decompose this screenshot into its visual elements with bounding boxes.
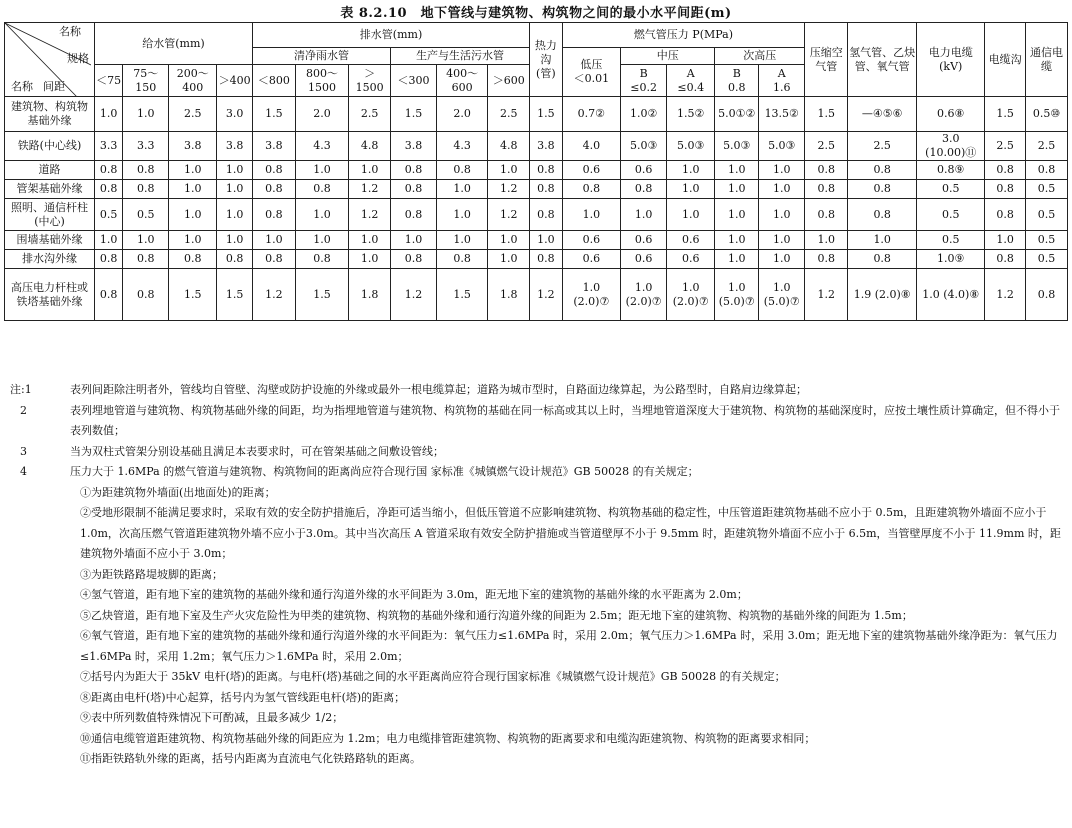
table-cell: 1.0	[715, 199, 759, 231]
table-cell: 1.0	[123, 231, 169, 250]
header-gas-b2	[715, 65, 759, 97]
table-cell: 0.8	[391, 199, 437, 231]
table-row	[5, 180, 1068, 199]
table-cell: 0.5	[94, 199, 122, 231]
table-cell: 4.0	[562, 132, 621, 161]
table-cell: 1.0 (2.0)⑦	[621, 269, 667, 321]
header-gas-a1	[667, 65, 715, 97]
row-label: 建筑物、构筑物基础外缘	[5, 97, 95, 132]
table-cell: 1.0	[488, 161, 530, 180]
gas-low-value: ＜0.01	[573, 72, 610, 85]
table-cell: 0.8	[391, 250, 437, 269]
gas-b2-value: 0.8	[728, 80, 746, 94]
table-cell: 0.8	[848, 161, 917, 180]
header-r1: ＜800	[252, 65, 295, 97]
table-cell: 0.8	[530, 161, 562, 180]
table-row	[5, 250, 1068, 269]
header-gas-high: 次高压	[715, 48, 805, 65]
table-cell: 0.8	[252, 250, 295, 269]
subnote-line: ④氢气管道，距有地下室的建筑物的基础外缘和通行沟道外缘的水平间距为 3.0m，距无地下室的建筑物的基础外缘的水平距离为 2.0m；	[80, 588, 748, 601]
table-cell: 0.6	[562, 161, 621, 180]
gas-low-label: 低压	[580, 58, 603, 71]
table-cell: 1.0	[715, 180, 759, 199]
header-gas-a2	[759, 65, 805, 97]
subnote-line: ①为距建筑物外墙面(出地面处)的距离；	[80, 485, 276, 499]
table-cell: 0.6	[667, 231, 715, 250]
table-cell: 0.8	[123, 269, 169, 321]
table-row	[5, 132, 1068, 161]
gas-a1-value: ≤0.4	[677, 80, 705, 94]
table-cell: 0.5	[1026, 250, 1068, 269]
note-text: 压力大于 1.6MPa 的燃气管道与建筑物、构筑物间的距离尚应符合现行国 家标准《城镇燃气设计规范》GB 50028 的有关规定；	[70, 465, 699, 478]
table-cell: 5.0①②	[715, 97, 759, 132]
table-cell: 0.8	[123, 180, 169, 199]
gas-b1-label: B	[639, 66, 648, 80]
table-cell: 3.3	[123, 132, 169, 161]
note-line	[10, 401, 1065, 442]
table-cell: 4.3	[295, 132, 348, 161]
header-r2: 800～1500	[295, 65, 348, 97]
row-label: 高压电力杆柱或铁塔基础外缘	[5, 269, 95, 321]
header-power: 电力电缆(kV)	[917, 23, 985, 97]
table-cell: 0.5	[917, 199, 985, 231]
header-w4: ＞400	[217, 65, 253, 97]
note-text: 表列间距除注明者外，管线均自管壁、沟壁或防护设施的外缘或最外一根电缆算起；道路为城市型时，自路面边缘算起，为公路型时，自路肩边缘算起；	[70, 383, 807, 396]
table-cell: 0.8	[805, 199, 848, 231]
header-w3: 200～400	[169, 65, 217, 97]
table-cell: 1.0	[667, 180, 715, 199]
table-cell: 2.5	[985, 132, 1026, 161]
table-cell: 0.8	[985, 161, 1026, 180]
table-cell: 1.0	[217, 161, 253, 180]
corner-label-spec: 规格	[67, 52, 89, 65]
table-cell: 0.6	[621, 231, 667, 250]
table-cell: 13.5②	[759, 97, 805, 132]
table-cell: 1.0	[715, 161, 759, 180]
table-cell: 0.6	[562, 231, 621, 250]
table-cell: 1.0	[621, 199, 667, 231]
table-cell: 0.8	[252, 161, 295, 180]
table-cell: 1.0	[391, 231, 437, 250]
row-label: 围墙基础外缘	[5, 231, 95, 250]
table-cell: 1.2	[985, 269, 1026, 321]
header-s2: 400～600	[437, 65, 488, 97]
table-cell: 1.2	[488, 180, 530, 199]
corner-label-name2: 名称	[11, 80, 33, 93]
gas-b1-value: ≤0.2	[630, 80, 658, 94]
table-cell: 0.8	[848, 250, 917, 269]
table-cell: 2.5	[805, 132, 848, 161]
table-cell: 1.9 (2.0)⑧	[848, 269, 917, 321]
subnote-line: ⑨表中所列数值特殊情况下可酌减，且最多减少 1/2；	[80, 711, 344, 724]
gas-a1-label: A	[686, 66, 695, 80]
table-cell: 0.8	[1026, 269, 1068, 321]
table-cell: 1.0	[295, 161, 348, 180]
table-cell: 1.0	[349, 231, 391, 250]
row-label: 管架基础外缘	[5, 180, 95, 199]
table-cell: 0.8	[530, 250, 562, 269]
table-cell: 0.6⑧	[917, 97, 985, 132]
table-notes	[10, 380, 1065, 770]
table-cell: 1.0	[169, 199, 217, 231]
table-cell: 1.0	[217, 199, 253, 231]
table-cell: 0.8	[295, 250, 348, 269]
row-label: 排水沟外缘	[5, 250, 95, 269]
table-cell: 1.2	[252, 269, 295, 321]
table-cell: 1.0 (2.0)⑦	[667, 269, 715, 321]
table-cell: 0.8	[530, 180, 562, 199]
table-cell: 1.0	[759, 180, 805, 199]
note-key: 3	[20, 444, 27, 458]
table-cell: 3.0 (10.00)⑪	[917, 132, 985, 161]
table-cell: 0.8	[1026, 161, 1068, 180]
header-gas-low	[562, 48, 621, 97]
subnote-line: ②受地形限制不能满足要求时，采取有效的安全防护措施后，净距可适当缩小，但低压管道不应影响建筑物、构筑物基础的稳定性，中压管道距建筑物基础不应小于 0.5m，且距建筑物外墙面不应小于 1.0m，次高压燃气管道距建筑物外墙不应小于3.0m。其中当次高压 A 管道采取有效安全防护措施或当管道壁厚不小于 9.5mm 时，距建筑物外墙面不应小于 6.5m，当管壁厚度不小于 11.9mm 时，距建筑物外墙面不应小于 3.0m；	[80, 506, 1061, 560]
table-cell: 0.5⑩	[1026, 97, 1068, 132]
table-cell: 1.0	[667, 199, 715, 231]
table-cell: 0.5	[1026, 180, 1068, 199]
table-cell: 1.2	[488, 199, 530, 231]
table-cell: 1.0	[252, 231, 295, 250]
row-label: 铁路(中心线)	[5, 132, 95, 161]
subnote-line: ⑧距离由电杆(塔)中心起算，括号内为氢气管线距电杆(塔)的距离；	[80, 690, 406, 704]
table-cell: 1.0	[488, 250, 530, 269]
table-cell: 5.0③	[621, 132, 667, 161]
table-cell: 0.8	[217, 250, 253, 269]
table-cell: 0.8	[391, 161, 437, 180]
header-gas: 燃气管压力 P(MPa)	[562, 23, 805, 48]
table-cell: 0.8	[805, 180, 848, 199]
table-cell: 3.8	[252, 132, 295, 161]
table-cell: 0.8	[391, 180, 437, 199]
header-water: 给水管(mm)	[94, 23, 252, 65]
header-hydrogen: 氢气管、乙炔管、氧气管	[848, 23, 917, 97]
table-cell: 0.8	[530, 199, 562, 231]
table-cell: 1.5	[169, 269, 217, 321]
table-cell: 0.5	[917, 231, 985, 250]
table-cell: 0.8	[94, 250, 122, 269]
note-line	[10, 462, 1065, 483]
subnote-line: ⑪指距铁路轨外缘的距离，括号内距离为直流电气化铁路路轨的距离。	[80, 752, 421, 765]
table-cell: 0.8	[94, 269, 122, 321]
table-row	[5, 231, 1068, 250]
table-cell: 0.7②	[562, 97, 621, 132]
table-cell: 0.6	[562, 250, 621, 269]
subnote-line: ⑤乙炔管道，距有地下室及生产火灾危险性为甲类的建筑物、构筑物的基础外缘和通行沟道外缘的间距为 2.5m；距无地下室的建筑物、构筑物的基础外缘的间距为 1.5m；	[80, 608, 913, 622]
table-cell: 1.0	[217, 180, 253, 199]
header-w2: 75～150	[123, 65, 169, 97]
table-cell: 2.5	[1026, 132, 1068, 161]
table-cell: 1.0 (5.0)⑦	[715, 269, 759, 321]
table-cell: 0.5	[917, 180, 985, 199]
table-cell: 3.8	[530, 132, 562, 161]
header-heat: 热力沟(管)	[530, 23, 562, 97]
table-cell: 1.2	[530, 269, 562, 321]
header-gas-b1	[621, 65, 667, 97]
gas-a2-label: A	[777, 66, 786, 80]
table-cell: 0.6	[621, 161, 667, 180]
table-cell: —④⑤⑥	[848, 97, 917, 132]
subnote-line: ⑦括号内为距大于 35kV 电杆(塔)的距离。与电杆(塔)基础之间的水平距离尚应符合现行国家标准《城镇燃气设计规范》GB 50028 的有关规定；	[80, 670, 786, 683]
note-text: 表列埋地管道与建筑物、构筑物基础外缘的间距，均为指埋地管道与建筑物、构筑物的基础在同一标高或其以上时，当埋地管道深度大于建筑物、构筑物的基础深度时，应按土壤性质计算确定，但不得小于表列数值；	[70, 403, 1060, 437]
table-cell: 5.0③	[759, 132, 805, 161]
table-cell: 1.0⑨	[917, 250, 985, 269]
table-cell: 0.8	[94, 180, 122, 199]
corner-label-name: 名称	[59, 25, 81, 38]
table-cell: 0.8	[252, 199, 295, 231]
header-sewage: 生产与生活污水管	[391, 48, 530, 65]
table-cell: 1.0	[848, 231, 917, 250]
table-cell: 1.0	[94, 97, 122, 132]
header-r3: ＞1500	[349, 65, 391, 97]
table-cell: 0.8⑨	[917, 161, 985, 180]
table-cell: 1.5	[437, 269, 488, 321]
table-cell: 5.0③	[715, 132, 759, 161]
header-cable-ditch: 电缆沟	[985, 23, 1026, 97]
table-cell: 1.0	[667, 161, 715, 180]
table-cell: 2.5	[488, 97, 530, 132]
table-cell: 0.8	[805, 161, 848, 180]
table-cell: 1.2	[391, 269, 437, 321]
note-key: 4	[20, 465, 27, 478]
table-cell: 0.8	[621, 180, 667, 199]
table-cell: 0.5	[1026, 199, 1068, 231]
subnote-line: ⑩通信电缆管道距建筑物、构筑物基础外缘的间距应为 1.2m；电力电缆排管距建筑物、构筑物的距离要求和电缆沟距建筑物、构筑物的距离要求相同；	[80, 731, 816, 745]
table-cell: 1.0	[562, 199, 621, 231]
table-cell: 1.0	[759, 161, 805, 180]
note-text: 当为双柱式管架分别设基础且满足本表要求时，可在管架基础之间敷设管线；	[70, 444, 444, 458]
table-cell: 1.5	[217, 269, 253, 321]
gas-a2-value: 1.6	[773, 80, 791, 94]
table-cell: 1.0	[437, 180, 488, 199]
table-cell: 4.8	[488, 132, 530, 161]
table-cell: 1.5	[805, 97, 848, 132]
table-cell: 1.0	[123, 97, 169, 132]
table-row	[5, 161, 1068, 180]
table-cell: 1.0	[169, 180, 217, 199]
header-gas-mid: 中压	[621, 48, 715, 65]
table-cell: 0.8	[437, 161, 488, 180]
table-cell: 0.5	[123, 199, 169, 231]
table-cell: 2.0	[437, 97, 488, 132]
table-cell: 1.0	[985, 231, 1026, 250]
table-cell: 1.2	[349, 180, 391, 199]
header-w1: ＜75	[94, 65, 122, 97]
table-cell: 1.0	[94, 231, 122, 250]
table-cell: 1.5②	[667, 97, 715, 132]
table-cell: 0.8	[123, 161, 169, 180]
header-rain: 清净雨水管	[252, 48, 390, 65]
header-drain: 排水管(mm)	[252, 23, 529, 48]
table-cell: 1.0	[715, 250, 759, 269]
table-cell: 2.0	[295, 97, 348, 132]
table-cell: 2.5	[169, 97, 217, 132]
table-cell: 3.0	[217, 97, 253, 132]
table-cell: 1.0	[437, 231, 488, 250]
table-cell: 1.0	[530, 231, 562, 250]
corner-header-cell	[5, 23, 95, 97]
table-cell: 1.0	[715, 231, 759, 250]
table-cell: 0.8	[985, 250, 1026, 269]
table-cell: 1.5	[252, 97, 295, 132]
gas-b2-label: B	[732, 66, 741, 80]
table-cell: 1.0	[349, 250, 391, 269]
table-cell: 1.0 (2.0)⑦	[562, 269, 621, 321]
table-cell: 3.8	[217, 132, 253, 161]
table-cell: 0.8	[295, 180, 348, 199]
table-row	[5, 199, 1068, 231]
table-cell: 1.0	[437, 199, 488, 231]
table-cell: 2.5	[349, 97, 391, 132]
table-cell: 0.6	[667, 250, 715, 269]
subnote-line: ③为距铁路路堤坡脚的距离；	[80, 567, 223, 581]
table-cell: 1.2	[349, 199, 391, 231]
table-cell: 1.0	[488, 231, 530, 250]
table-cell: 4.3	[437, 132, 488, 161]
table-cell: 1.0	[759, 250, 805, 269]
table-cell: 1.8	[349, 269, 391, 321]
table-cell: 1.0	[805, 231, 848, 250]
table-cell: 1.0	[759, 199, 805, 231]
header-s3: ＞600	[488, 65, 530, 97]
header-air: 压缩空气管	[805, 23, 848, 97]
subnote-line: ⑥氧气管道，距有地下室的建筑物的基础外缘和通行沟道外缘的水平间距为：氧气压力≤1.6MPa 时，采用 2.0m；氧气压力＞1.6MPa 时，采用 3.0m；距无地下室的建筑物基础外缘净距为：氧气压力≤1.6MPa 时，采用 1.2m；氧气压力＞1.6MPa 时，采用 2.0m；	[80, 629, 1058, 663]
row-label: 照明、通信杆柱(中心)	[5, 199, 95, 231]
table-cell: 0.8	[848, 180, 917, 199]
header-s1: ＜300	[391, 65, 437, 97]
note-key: 注:1	[10, 383, 32, 396]
table-cell: 0.8	[169, 250, 217, 269]
table-cell: 3.3	[94, 132, 122, 161]
table-cell: 1.0	[169, 161, 217, 180]
table-cell: 0.8	[437, 250, 488, 269]
table-cell: 1.0 (4.0)⑧	[917, 269, 985, 321]
table-cell: 0.8	[985, 199, 1026, 231]
table-cell: 0.8	[805, 250, 848, 269]
table-cell: 1.2	[805, 269, 848, 321]
table-cell: 1.0	[217, 231, 253, 250]
corner-label-spacing: 间距	[43, 80, 65, 93]
table-cell: 1.5	[391, 97, 437, 132]
table-cell: 0.8	[985, 180, 1026, 199]
table-cell: 1.5	[530, 97, 562, 132]
table-cell: 0.5	[1026, 231, 1068, 250]
note-line	[10, 380, 1065, 401]
table-cell: 0.6	[621, 250, 667, 269]
table-cell: 1.0	[169, 231, 217, 250]
table-cell: 5.0③	[667, 132, 715, 161]
table-cell: 1.5	[985, 97, 1026, 132]
table-cell: 1.0②	[621, 97, 667, 132]
table-cell: 1.8	[488, 269, 530, 321]
table-cell: 0.8	[94, 161, 122, 180]
table-cell: 3.8	[391, 132, 437, 161]
table-cell: 0.8	[252, 180, 295, 199]
table-cell: 1.0	[295, 231, 348, 250]
table-cell: 1.0	[759, 231, 805, 250]
table-cell: 1.0 (5.0)⑦	[759, 269, 805, 321]
table-title: 表 8.2.10 地下管线与建筑物、构筑物之间的最小水平间距(m)	[340, 6, 732, 21]
row-label: 道路	[5, 161, 95, 180]
table-cell: 1.0	[349, 161, 391, 180]
note-key: 2	[20, 403, 27, 417]
table-cell: 1.0	[295, 199, 348, 231]
table-cell: 0.8	[562, 180, 621, 199]
table-row	[5, 97, 1068, 132]
table-cell: 0.8	[848, 199, 917, 231]
note-line	[10, 442, 1065, 463]
table-cell: 2.5	[848, 132, 917, 161]
table-row	[5, 269, 1068, 321]
table-cell: 4.8	[349, 132, 391, 161]
table-cell: 0.8	[123, 250, 169, 269]
spacing-table	[4, 22, 1068, 321]
table-cell: 3.8	[169, 132, 217, 161]
header-telecom: 通信电缆	[1026, 23, 1068, 97]
table-cell: 1.5	[295, 269, 348, 321]
